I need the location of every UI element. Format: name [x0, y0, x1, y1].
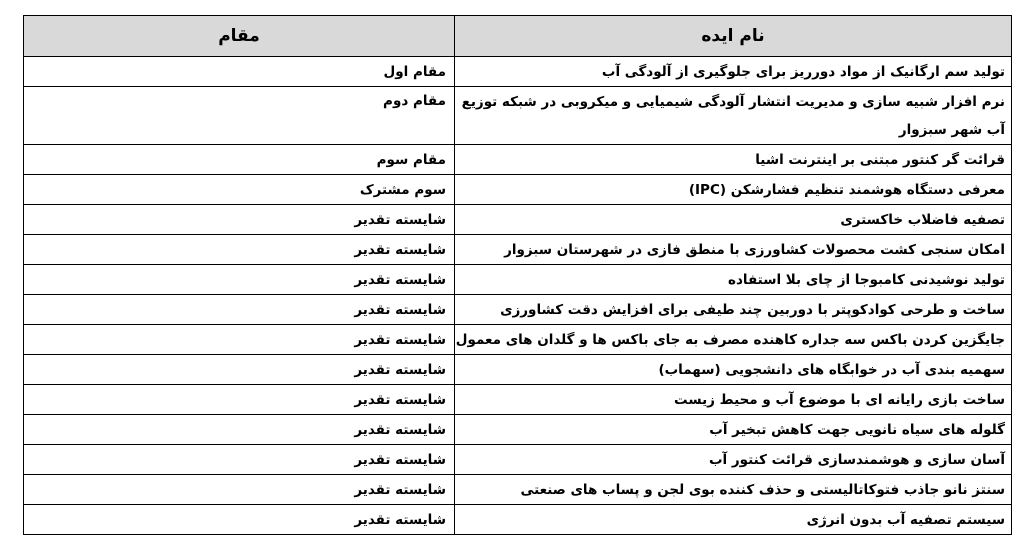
rank-header: مقام — [24, 16, 455, 57]
idea-cell: قرائت گر کنتور مبتنی بر اینترنت اشیا — [455, 145, 1012, 175]
table-row — [24, 355, 1012, 385]
table-row — [24, 175, 1012, 205]
idea-cell: تولید سم ارگانیک از مواد دورریز برای جلوگیری از آلودگی آب — [455, 57, 1012, 87]
table-row — [24, 325, 1012, 355]
table-header-row — [24, 16, 1012, 57]
table-row — [24, 265, 1012, 295]
idea-cell: سهمیه بندی آب در خوابگاه های دانشجویی (سهماب) — [455, 355, 1012, 385]
idea-cell: تصفیه فاضلاب خاکستری — [455, 205, 1012, 235]
rank-cell: شایسته تقدیر — [24, 355, 455, 385]
rank-cell: شایسته تقدیر — [24, 295, 455, 325]
rank-cell: شایسته تقدیر — [24, 415, 455, 445]
table-row — [24, 385, 1012, 415]
idea-name-header: نام ایده — [455, 16, 1012, 57]
rank-cell: مقام دوم — [24, 87, 455, 145]
rank-cell: شایسته تقدیر — [24, 445, 455, 475]
table-row — [24, 475, 1012, 505]
rank-cell: سوم مشترک — [24, 175, 455, 205]
rank-cell: مقام اول — [24, 57, 455, 87]
idea-cell: جایگزین کردن باکس سه جداره کاهنده مصرف به جای باکس ها و گلدان های معمول — [455, 325, 1012, 355]
rank-cell: شایسته تقدیر — [24, 265, 455, 295]
idea-cell: معرفی دستگاه هوشمند تنظیم فشارشکن (IPC) — [455, 175, 1012, 205]
rank-cell: شایسته تقدیر — [24, 385, 455, 415]
idea-cell: آسان سازی و هوشمندسازی قرائت کنتور آب — [455, 445, 1012, 475]
idea-cell: ساخت و طرحی کوادکوپتر با دوربین چند طیفی برای افزایش دقت کشاورزی — [455, 295, 1012, 325]
table-row — [24, 295, 1012, 325]
rank-cell: شایسته تقدیر — [24, 235, 455, 265]
idea-cell: گلوله های سیاه نانویی جهت کاهش تبخیر آب — [455, 415, 1012, 445]
table-row — [24, 205, 1012, 235]
rank-cell: شایسته تقدیر — [24, 475, 455, 505]
idea-cell: سیستم تصفیه آب بدون انرژی — [455, 505, 1012, 535]
idea-cell: سنتز نانو جاذب فتوکاتالیستی و حذف کننده بوی لجن و پساب های صنعتی — [455, 475, 1012, 505]
idea-cell: تولید نوشیدنی کامبوجا از چای بلا استفاده — [455, 265, 1012, 295]
table-row — [24, 87, 1012, 145]
rank-cell: شایسته تقدیر — [24, 205, 455, 235]
rank-cell: مقام سوم — [24, 145, 455, 175]
table-row — [24, 57, 1012, 87]
ideas-ranking-table — [23, 15, 1012, 535]
ideas-table-container — [23, 15, 1011, 535]
idea-cell: امکان سنجی کشت محصولات کشاورزی با منطق فازی در شهرستان سبزوار — [455, 235, 1012, 265]
table-row — [24, 505, 1012, 535]
rank-cell: شایسته تقدیر — [24, 505, 455, 535]
table-row — [24, 145, 1012, 175]
rank-cell: شایسته تقدیر — [24, 325, 455, 355]
table-row — [24, 415, 1012, 445]
idea-cell: نرم افزار شبیه سازی و مدیریت انتشار آلودگی شیمیایی و میکروبی در شبکه توزیع آب شهر سبزوار — [455, 87, 1012, 145]
table-row — [24, 445, 1012, 475]
table-row — [24, 235, 1012, 265]
idea-cell: ساخت بازی رایانه ای با موضوع آب و محیط زیست — [455, 385, 1012, 415]
